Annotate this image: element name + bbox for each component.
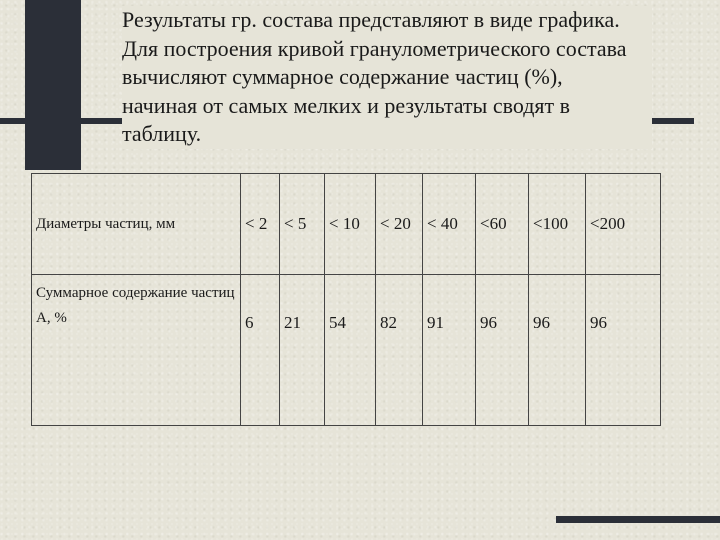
- row-label-cumulative: Суммарное содержание частиц А, %: [32, 275, 241, 426]
- table-cell: < 2: [241, 174, 280, 275]
- table-cell: < 10: [325, 174, 376, 275]
- table-cell: <100: [529, 174, 586, 275]
- row-label-diameters: Диаметры частиц, мм: [32, 174, 241, 275]
- table-cell: 96: [476, 275, 529, 426]
- table-cell: 91: [423, 275, 476, 426]
- table-cell: 54: [325, 275, 376, 426]
- decorative-vertical-bar: [25, 0, 81, 170]
- table-cell: <200: [586, 174, 661, 275]
- table-cell: <60: [476, 174, 529, 275]
- table-cell: < 20: [376, 174, 423, 275]
- table-cell: < 40: [423, 174, 476, 275]
- table-cell: 6: [241, 275, 280, 426]
- table-row-diameters: [32, 174, 661, 275]
- table-cell: 96: [529, 275, 586, 426]
- table-cell: 96: [586, 275, 661, 426]
- table-cell: 21: [280, 275, 325, 426]
- intro-paragraph: Результаты гр. состава представляют в виде графика. Для построения кривой гранулометрического состава вычисляют суммарное содержание частиц (%), начиная от самых мелких и результаты сводят в таблицу.: [122, 6, 652, 149]
- table-cell: 82: [376, 275, 423, 426]
- decorative-bottom-bar: [556, 516, 720, 523]
- granulometric-table: [31, 173, 661, 426]
- table-cell: < 5: [280, 174, 325, 275]
- table-row-cumulative: [32, 275, 661, 426]
